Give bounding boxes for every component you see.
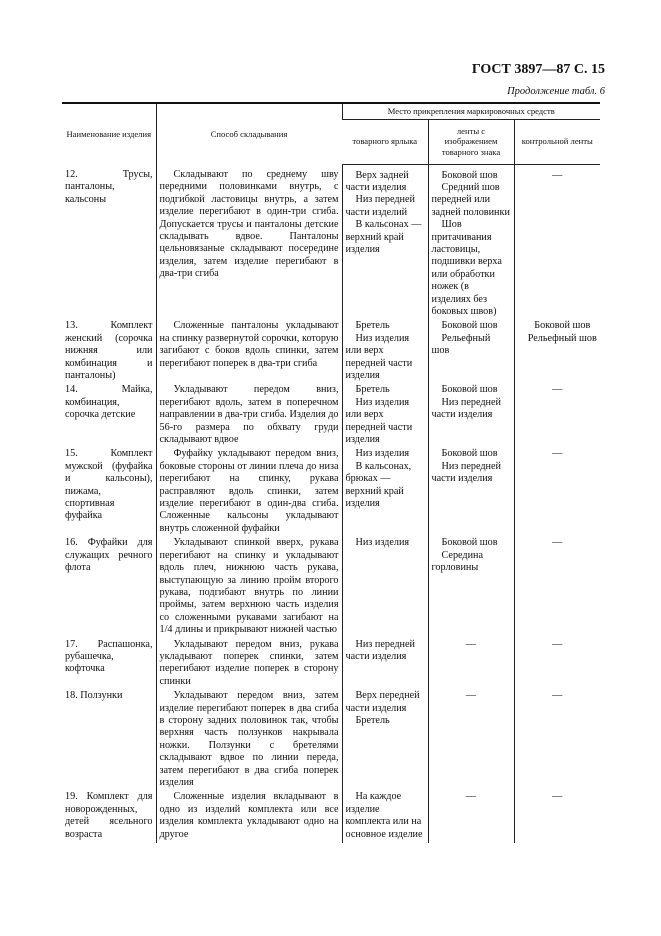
cell-folding-method: Укладывают передом вниз, рукава укладывают поперек спинки, затем перегибают изделие поперек в сторону спинки xyxy=(156,639,342,691)
cell-control-place-line: Боковой шов xyxy=(534,320,591,332)
cell-tape-place-line: Рельефный шов xyxy=(431,332,491,357)
cell-tape-place xyxy=(428,164,514,320)
cell-label-place xyxy=(342,639,428,691)
cell-tape-place xyxy=(428,690,514,791)
cell-label-place xyxy=(342,448,428,537)
cell-folding-method: Укладывают передом вниз, перегибают вдоль, затем в поперечном направлении в два-три сгиба. Изделия до 56-го размера по обхвату груди складывают вдвое xyxy=(156,384,342,448)
page-header: ГОСТ 3897—87 С. 15 xyxy=(471,62,605,77)
cell-control-place xyxy=(514,448,600,537)
col-header-group: Место прикрепления маркировочных средств xyxy=(342,103,600,119)
cell-control-place xyxy=(514,639,600,691)
cell-control-place xyxy=(514,791,600,843)
cell-control-place-line: — xyxy=(552,791,563,803)
cell-control-place xyxy=(514,690,600,791)
cell-tape-place-line: — xyxy=(465,638,477,650)
cell-label-place-line: На каждое изделие комплекта или на основное изделие xyxy=(345,791,423,840)
cell-tape-place-line: Низ передней части изделия xyxy=(431,396,501,421)
cell-label-place xyxy=(342,164,428,320)
table-row xyxy=(62,690,600,791)
cell-tape-place-line: Боковой шов xyxy=(441,320,498,332)
cell-folding-method: Фуфайку укладывают передом вниз, боковые стороны от линии плеча до низа перегибают на спинку, рукава расправляют вдоль спинки, затем изделие перегибают в один-два сгиба. Сложенные кальсоны укладывают внутрь сложенной фуфайки xyxy=(156,448,342,537)
cell-folding-method: Складывают по среднему шву передними половинками внутрь, с подгибкой ластовицы внутрь, а затем изделие перегибают в один-три сгиба. Допускается трусы и панталоны детские складывать вдвое. Панталоны цельновязаные складывают посередине изделия, затем изделие перегибают в два-три сгиба xyxy=(156,164,342,320)
cell-tape-place-line: Боковой шов xyxy=(441,169,498,181)
cell-control-place-line: — xyxy=(552,537,563,549)
cell-tape-place xyxy=(428,537,514,638)
cell-item-name: 13. Комплект женский (сорочка нижняя или комбинация и панталоны) xyxy=(65,320,153,381)
cell-label-place-line: Низ изделия или верх передней части изделия xyxy=(345,332,413,381)
cell-tape-place-line: Середина горловины xyxy=(431,549,484,574)
cell-tape-place xyxy=(428,448,514,537)
cell-tape-place-line: — xyxy=(465,791,477,803)
table-row xyxy=(62,384,600,448)
cell-item-name: 14. Майка, комбинация, сорочка детские xyxy=(65,384,153,421)
marking-table xyxy=(62,102,600,843)
cell-tape-place-line: Шов притачивания ластовицы, подшивки верха или обработки ножек (в изделиях без боковых швов) xyxy=(431,219,502,317)
cell-control-place xyxy=(514,320,600,384)
cell-control-place xyxy=(514,537,600,638)
cell-folding-method: Сложенные изделия вкладывают в одно из изделий комплекта или все изделия комплекта укладывают одно на другое xyxy=(156,791,342,843)
cell-control-place-line: — xyxy=(552,169,563,181)
col-header-label: товарного ярлыка xyxy=(342,119,428,164)
cell-tape-place xyxy=(428,384,514,448)
cell-tape-place xyxy=(428,639,514,691)
cell-label-place xyxy=(342,537,428,638)
cell-label-place-line: Верх задней части изделия xyxy=(345,169,409,193)
cell-label-place-line: В кальсонах — верхний край изделия xyxy=(345,219,422,255)
col-header-tape: ленты с изображением товарного знака xyxy=(428,119,514,164)
cell-tape-place xyxy=(428,320,514,384)
cell-label-place-line: Низ передней части изделий xyxy=(345,194,415,218)
cell-label-place xyxy=(342,320,428,384)
cell-tape-place-line: Средний шов передней или задней половинки xyxy=(431,181,510,218)
cell-folding-method: Сложенные панталоны укладывают на спинку развернутой сорочки, которую загибают с боков вдоль спинки, затем перегибают поперек в два-три сгиба xyxy=(156,320,342,384)
cell-label-place-line: Бретель xyxy=(355,714,390,726)
cell-tape-place-line: — xyxy=(465,690,477,702)
col-header-name: Наименование изделия xyxy=(62,103,156,164)
cell-item-name: 19. Комплект для новорожденных, детей ясельного возраста xyxy=(65,791,153,840)
table-row xyxy=(62,537,600,638)
cell-folding-method: Укладывают спинкой вверх, рукава перегибают на спинку и укладывают вдоль плеч, нижнюю часть рукава, выступающую за линию пройм второго рукава, подгибают внутрь по линии проймы, затем верхнюю часть изделия со сложенными рукавами загибают на 1/4 длины и прикрывают нижней частью xyxy=(156,537,342,638)
cell-label-place-line: Низ изделия xyxy=(355,537,410,549)
cell-label-place-line: Низ передней части изделия xyxy=(345,638,415,662)
col-header-control: контрольной ленты xyxy=(514,119,600,164)
cell-item-name: 12. Трусы, панталоны, кальсоны xyxy=(65,169,153,205)
cell-control-place-line: — xyxy=(552,638,563,650)
table-row xyxy=(62,791,600,843)
cell-tape-place-line: Боковой шов xyxy=(441,537,498,549)
cell-item-name: 16. Фуфайки для служащих речного флота xyxy=(65,537,153,574)
cell-control-place-line: — xyxy=(552,690,563,702)
cell-label-place-line: В кальсонах, брюках — верхний край изделия xyxy=(345,460,412,510)
cell-label-place-line: Низ изделия xyxy=(355,448,410,460)
cell-tape-place-line: Боковой шов xyxy=(441,384,498,396)
cell-label-place xyxy=(342,690,428,791)
cell-tape-place-line: Низ передней части изделия xyxy=(431,460,501,485)
table-row xyxy=(62,320,600,384)
cell-item-name: 18. Ползунки xyxy=(65,690,123,702)
table-row xyxy=(62,448,600,537)
cell-folding-method: Укладывают передом вниз, затем изделие перегибают поперек в два сгиба в сторону задних половинок так, чтобы верхняя часть ползунков накрывала ножки. Ползунки с бретелями складывают вдвое по линии переда, затем перегибают в два сгиба поперек изделия xyxy=(156,690,342,791)
cell-item-name: 17. Распашонка, рубашечка, кофточка xyxy=(65,638,153,675)
table-row xyxy=(62,639,600,691)
cell-control-place xyxy=(514,164,600,320)
cell-control-place-line: — xyxy=(552,384,563,396)
cell-label-place-line: Бретель xyxy=(355,320,390,332)
cell-control-place-line: — xyxy=(552,448,563,460)
table-row xyxy=(62,164,600,320)
cell-control-place xyxy=(514,384,600,448)
table-continuation-note: Продолжение табл. 6 xyxy=(507,86,605,97)
cell-label-place xyxy=(342,791,428,843)
cell-label-place-line: Низ изделия или верх передней части изделия xyxy=(345,396,413,446)
cell-control-place-line: Рельефный шов xyxy=(527,332,597,344)
cell-label-place-line: Бретель xyxy=(355,384,390,396)
cell-tape-place xyxy=(428,791,514,843)
cell-label-place-line: Верх передней части изделия xyxy=(345,690,420,714)
table-body xyxy=(62,164,600,843)
cell-item-name: 15. Комплект мужской (фуфайка и кальсоны), пижама, спортивная фуфайка xyxy=(65,448,153,522)
col-header-method: Способ складывания xyxy=(156,103,342,164)
cell-tape-place-line: Боковой шов xyxy=(441,448,498,460)
cell-label-place xyxy=(342,384,428,448)
